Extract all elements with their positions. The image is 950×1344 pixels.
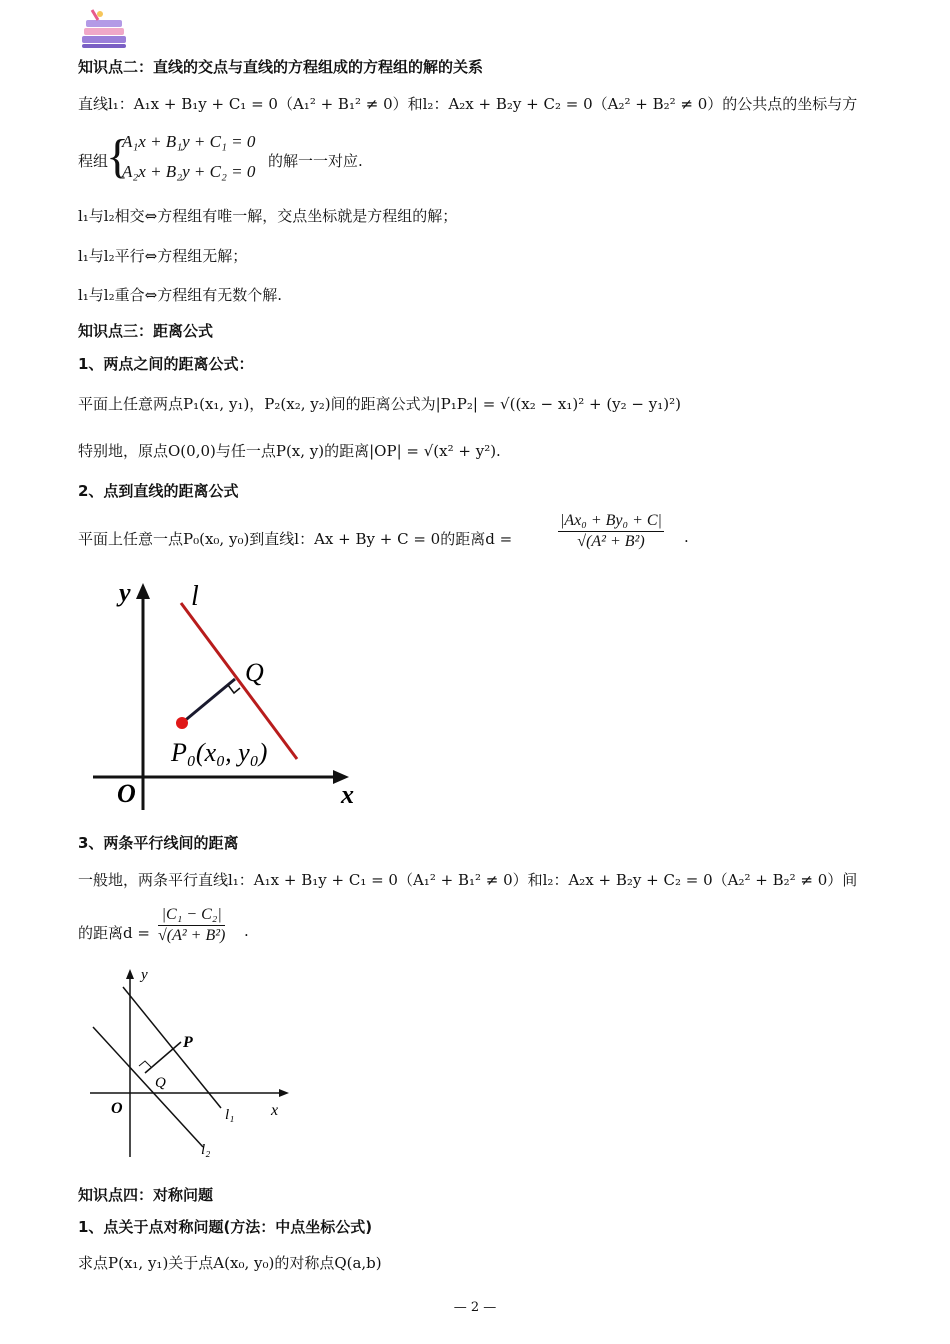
book-stack-icon xyxy=(80,8,128,50)
y-axis-label: y xyxy=(119,578,131,607)
section3-heading: 知识点三：距离公式 xyxy=(78,322,214,340)
y-axis-arrow xyxy=(126,969,134,979)
point-p0-label: P₀(x₀, y₀) xyxy=(171,738,268,767)
line-l2-label: l₂ xyxy=(201,1142,211,1158)
point-line-distance-fraction xyxy=(558,512,664,551)
perpendicular-segment xyxy=(182,679,235,723)
point-symmetry-title: 1、点关于点对称问题(方法：中点坐标公式) xyxy=(78,1218,373,1236)
origin-distance-formula: 特别地，原点O(0,0)与任一点P(x, y)的距离|OP| = √(x² + y²). xyxy=(78,442,501,460)
parallel-distance-end: . xyxy=(244,922,249,940)
foot-q-label: Q xyxy=(155,1075,166,1091)
section4-heading: 知识点四：对称问题 xyxy=(78,1186,214,1204)
system-equation-2: A₂x + B₂y + C₂ = 0 xyxy=(122,162,256,181)
section2-line2-prefix: 程组 xyxy=(78,152,109,170)
fraction-numerator: |C₁ − C₂| xyxy=(158,906,225,926)
foot-q-label: Q xyxy=(245,658,264,687)
two-point-distance-formula: 平面上任意两点P₁(x₁, y₁)，P₂(x₂, y₂)间的距离公式为|P₁P₂| = √((x₂ − x₁)² + (y₂ − y₁)²) xyxy=(78,395,681,413)
line-l1-label: l₁ xyxy=(225,1107,235,1123)
point-p-label: P xyxy=(183,1034,193,1051)
x-axis-label: x xyxy=(271,1102,279,1119)
x-axis-label: x xyxy=(341,780,354,809)
origin-label: O xyxy=(117,779,136,808)
parallel-lines-distance-title: 3、两条平行线间的距离 xyxy=(78,834,239,852)
fraction-numerator: |Ax₀ + By₀ + C| xyxy=(558,512,664,532)
system-equation-1: A₁x + B₁y + C₁ = 0 xyxy=(122,132,256,151)
point-to-line-figure xyxy=(85,575,365,825)
point-line-distance-end: . xyxy=(684,528,689,546)
intersect-condition: l₁与l₂相交⇔方程组有唯一解，交点坐标就是方程组的解； xyxy=(78,207,458,225)
fraction-denominator: √(A² + B²) xyxy=(158,927,226,944)
parallel-lines-figure xyxy=(85,965,305,1165)
point-p0 xyxy=(176,717,188,729)
perpendicular-segment xyxy=(145,1042,181,1073)
parallel-lines-text: 一般地，两条平行直线l₁：A₁x + B₁y + C₁ = 0（A₁² + B₁² ≠ 0）和l₂：A₂x + B₂y + C₂ = 0（A₂² + B₂² ≠ 0）间 xyxy=(78,871,858,889)
point-line-distance-text: 平面上任意一点P₀(x₀, y₀)到直线l：Ax + By + C = 0的距离d = xyxy=(78,530,513,548)
right-angle-mark xyxy=(228,685,240,693)
point-line-distance-title: 2、点到直线的距离公式 xyxy=(78,482,239,500)
left-brace: { xyxy=(106,130,130,183)
fraction-denominator: √(A² + B²) xyxy=(577,533,645,550)
parallel-distance-fraction xyxy=(158,906,225,945)
coincide-condition: l₁与l₂重合⇔方程组有无数个解. xyxy=(78,286,282,304)
section2-line2-suffix: 的解一一对应. xyxy=(268,152,363,170)
line-l1 xyxy=(123,987,221,1108)
y-axis-arrow xyxy=(136,583,150,599)
point-symmetry-text: 求点P(x₁, y₁)关于点A(x₀, y₀)的对称点Q(a,b) xyxy=(78,1254,382,1272)
origin-label: O xyxy=(111,1100,123,1117)
parallel-distance-prefix: 的距离d = xyxy=(78,924,150,942)
x-axis-arrow xyxy=(279,1089,289,1097)
line-l-label: l xyxy=(191,581,199,612)
y-axis-label: y xyxy=(141,967,148,983)
parallel-condition: l₁与l₂平行⇔方程组无解； xyxy=(78,247,248,265)
line-l xyxy=(181,603,297,759)
section2-line1: 直线l₁：A₁x + B₁y + C₁ = 0（A₁² + B₁² ≠ 0）和l₂：A₂x + B₂y + C₂ = 0（A₂² + B₂² ≠ 0）的公共点的坐标与方 xyxy=(78,95,858,113)
section2-heading: 知识点二：直线的交点与直线的方程组成的方程组的解的关系 xyxy=(78,58,484,76)
page-number: — 2 — xyxy=(453,1300,497,1315)
right-angle-mark xyxy=(139,1061,151,1067)
two-point-distance-title: 1、两点之间的距离公式： xyxy=(78,355,254,373)
